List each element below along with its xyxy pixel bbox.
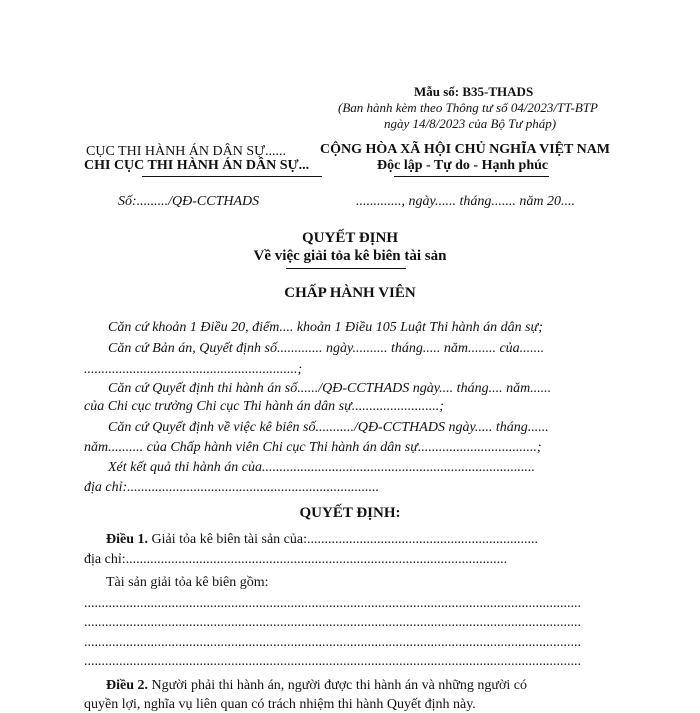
country-name: CỘNG HÒA XÃ HỘI CHỦ NGHĨA VIỆT NAM — [320, 142, 611, 157]
document-title: QUYẾT ĐỊNH — [302, 230, 398, 246]
preamble-line: năm.......... của Chấp hành viên Chi cục Thi hành án dân sự..................................; — [84, 440, 542, 455]
agency-line1: CỤC THI HÀNH ÁN DÂN SỰ...... — [86, 144, 286, 159]
article-1-text: Giải tỏa kê biên tài sản của:.................................................................. — [151, 532, 538, 547]
preamble-line: Căn cứ khoản 1 Điều 20, điểm.... khoản 1 Điều 105 Luật Thi hành án dân sự; — [108, 320, 543, 335]
article-2-text: Người phải thi hành án, người được thi hành án và những người có — [151, 678, 527, 693]
asset-line: .............................................................................................................................................. — [84, 615, 581, 630]
issuer-title: CHẤP HÀNH VIÊN — [284, 285, 416, 301]
article-1 — [106, 532, 538, 548]
preamble-line: Căn cứ Quyết định thi hành án số....../QĐ-CCTHADS ngày.... tháng.... năm...... — [108, 381, 552, 396]
issued-by-line1: (Ban hành kèm theo Thông tư số 04/2023/TT-BTP — [338, 100, 598, 115]
agency-underline — [142, 176, 322, 177]
article-1-assets-label: Tài sản giải tỏa kê biên gồm: — [106, 575, 269, 590]
country-motto: Độc lập - Tự do - Hạnh phúc — [377, 158, 549, 173]
document-subtitle: Về việc giải tỏa kê biên tài sản — [253, 248, 447, 264]
article-1-label: Điều 1. — [106, 532, 148, 547]
subtitle-underline — [286, 268, 406, 269]
article-1-address: địa chỉ:............................................................................................................. — [84, 552, 508, 567]
article-2 — [106, 678, 527, 694]
preamble-line: của Chi cục trưởng Chi cục Thi hành án dân sự.........................; — [84, 399, 444, 414]
motto-underline — [394, 176, 549, 177]
asset-line: .............................................................................................................................................. — [84, 596, 581, 611]
decision-heading: QUYẾT ĐỊNH: — [299, 505, 401, 521]
article-2-text-continued: quyền lợi, nghĩa vụ liên quan có trách nhiệm thi hành Quyết định này. — [84, 697, 476, 712]
preamble-line: Căn cứ Bản án, Quyết định số............. ngày.......... tháng..... năm........ của....... — [108, 341, 545, 356]
issued-by-line2: ngày 14/8/2023 của Bộ Tư pháp) — [384, 116, 557, 131]
preamble-line: Căn cứ Quyết định về việc kê biên số.........../QĐ-CCTHADS ngày..... tháng...... — [108, 420, 549, 435]
document-date: ............., ngày...... tháng....... năm 20.... — [356, 194, 575, 209]
preamble-line: Xét kết quả thi hành án của.............................................................................. — [108, 460, 535, 475]
document-number: Số:........./QĐ-CCTHADS — [118, 194, 260, 209]
preamble-line: .............................................................; — [84, 362, 303, 377]
agency-line2: CHI CỤC THI HÀNH ÁN DÂN SỰ... — [84, 158, 310, 173]
form-number: Mẫu số: B35-THADS — [414, 84, 534, 99]
preamble-line: địa chỉ:........................................................................ — [84, 480, 380, 495]
article-2-label: Điều 2. — [106, 678, 148, 693]
asset-line: .............................................................................................................................................. — [84, 635, 581, 650]
asset-line: .............................................................................................................................................. — [84, 654, 581, 669]
